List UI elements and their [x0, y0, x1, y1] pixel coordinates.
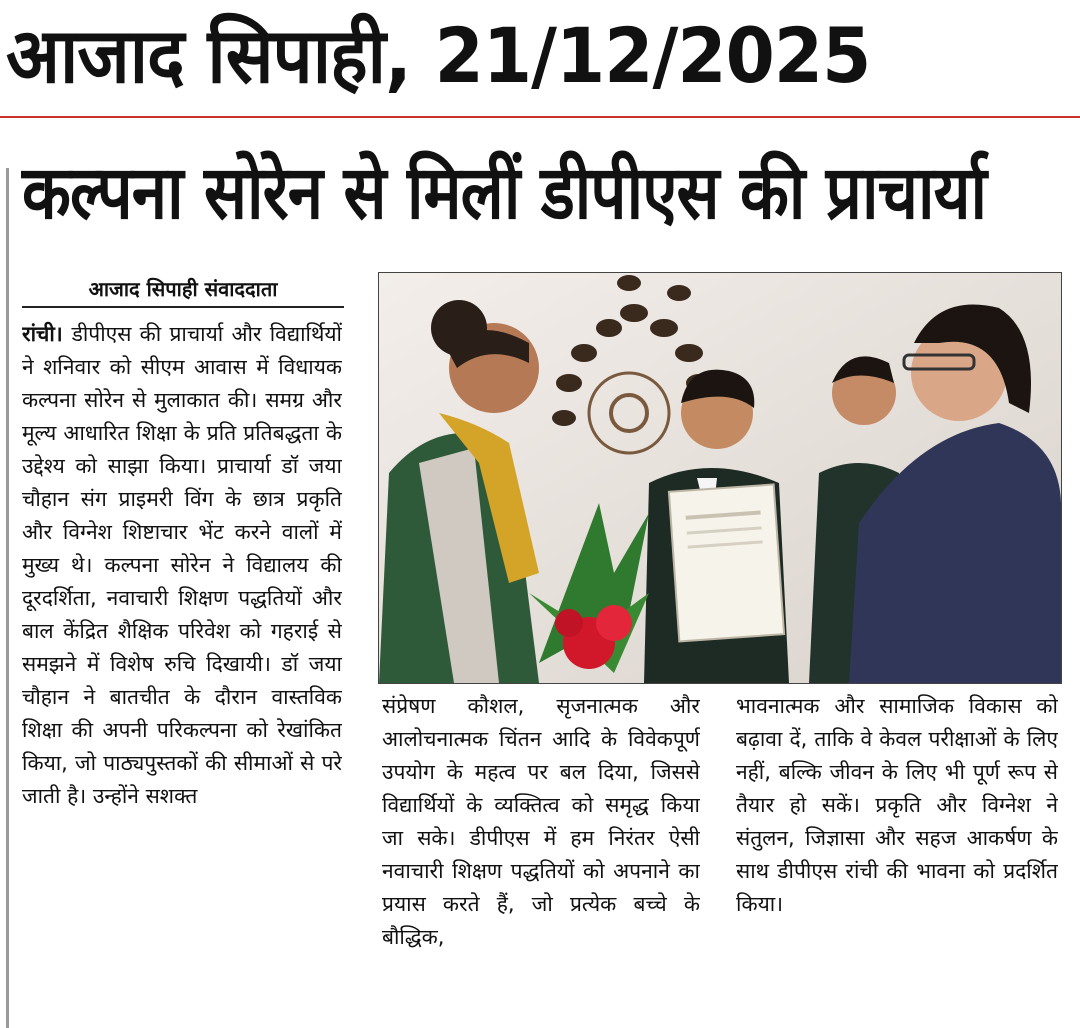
news-photo — [378, 272, 1062, 684]
masthead-title: आजाद सिपाही, 21/12/2025 — [6, 11, 871, 100]
photo-illustration — [379, 273, 1061, 683]
dateline: रांची। — [22, 322, 72, 346]
column-divider — [6, 168, 9, 1028]
headline-text: कल्पना सोरेन से मिलीं डीपीएस की प्राचार्या — [22, 150, 987, 236]
article-column-1 — [22, 318, 342, 1023]
article-column-2: संप्रेषण कौशल, सृजनात्मक और आलोचनात्मक चिंतन आदि के विवेकपूर्ण उपयोग के महत्व पर बल दिया, जिससे विद्यार्थियों के व्यक्तित्व को समृद्ध किया जा सके। डीपीएस में हम निरंतर ऐसी नवाचारी शिक्षण पद्धतियों को अपनाने का प्रयास करते हैं, जो प्रत्येक बच्चे के बौद्धिक, — [382, 694, 700, 949]
column-1-text: डीपीएस की प्राचार्या और विद्यार्थियों ने शनिवार को सीएम आवास में विधायक कल्पना सोरेन से मुलाकात की। समग्र और मूल्य आधारित शिक्षा के प्रति प्रतिबद्धता के उद्देश्य को साझा किया। प्राचार्या डॉ जया चौहान संग प्राइमरी विंग के छात्र प्रकृति और विग्नेश शिष्टाचार भेंट करने वालों में मुख्य थे। कल्पना सोरेन ने विद्यालय की दूरदर्शिता, नवाचारी शिक्षण पद्धतियों और बाल केंद्रित शैक्षिक परिवेश को गहराई से समझने में विशेष रुचि दिखायी। डॉ जया चौहान ने बातचीत के दौरान वास्तविक शिक्षा की अपनी परिकल्पना को रेखांकित किया, जो पाठ्यपुस्तकों की सीमाओं से परे जाती है। उन्होंने सशक्त — [22, 322, 342, 808]
article-headline — [22, 138, 1072, 248]
byline: आजाद सिपाही संवाददाता — [22, 272, 344, 308]
article-column-3: भावनात्मक और सामाजिक विकास को बढ़ावा दें, ताकि वे केवल परीक्षाओं के लिए नहीं, बल्कि जीवन के लिए भी पूर्ण रूप से तैयार हो सकें। प्रकृति और विग्नेश ने संतुलन, जिज्ञासा और सहज आकर्षण के साथ डीपीएस रांची की भावना को प्रदर्शित किया। — [736, 694, 1058, 916]
masthead — [0, 0, 1080, 112]
certificate — [669, 484, 784, 641]
masthead-divider — [0, 116, 1080, 118]
